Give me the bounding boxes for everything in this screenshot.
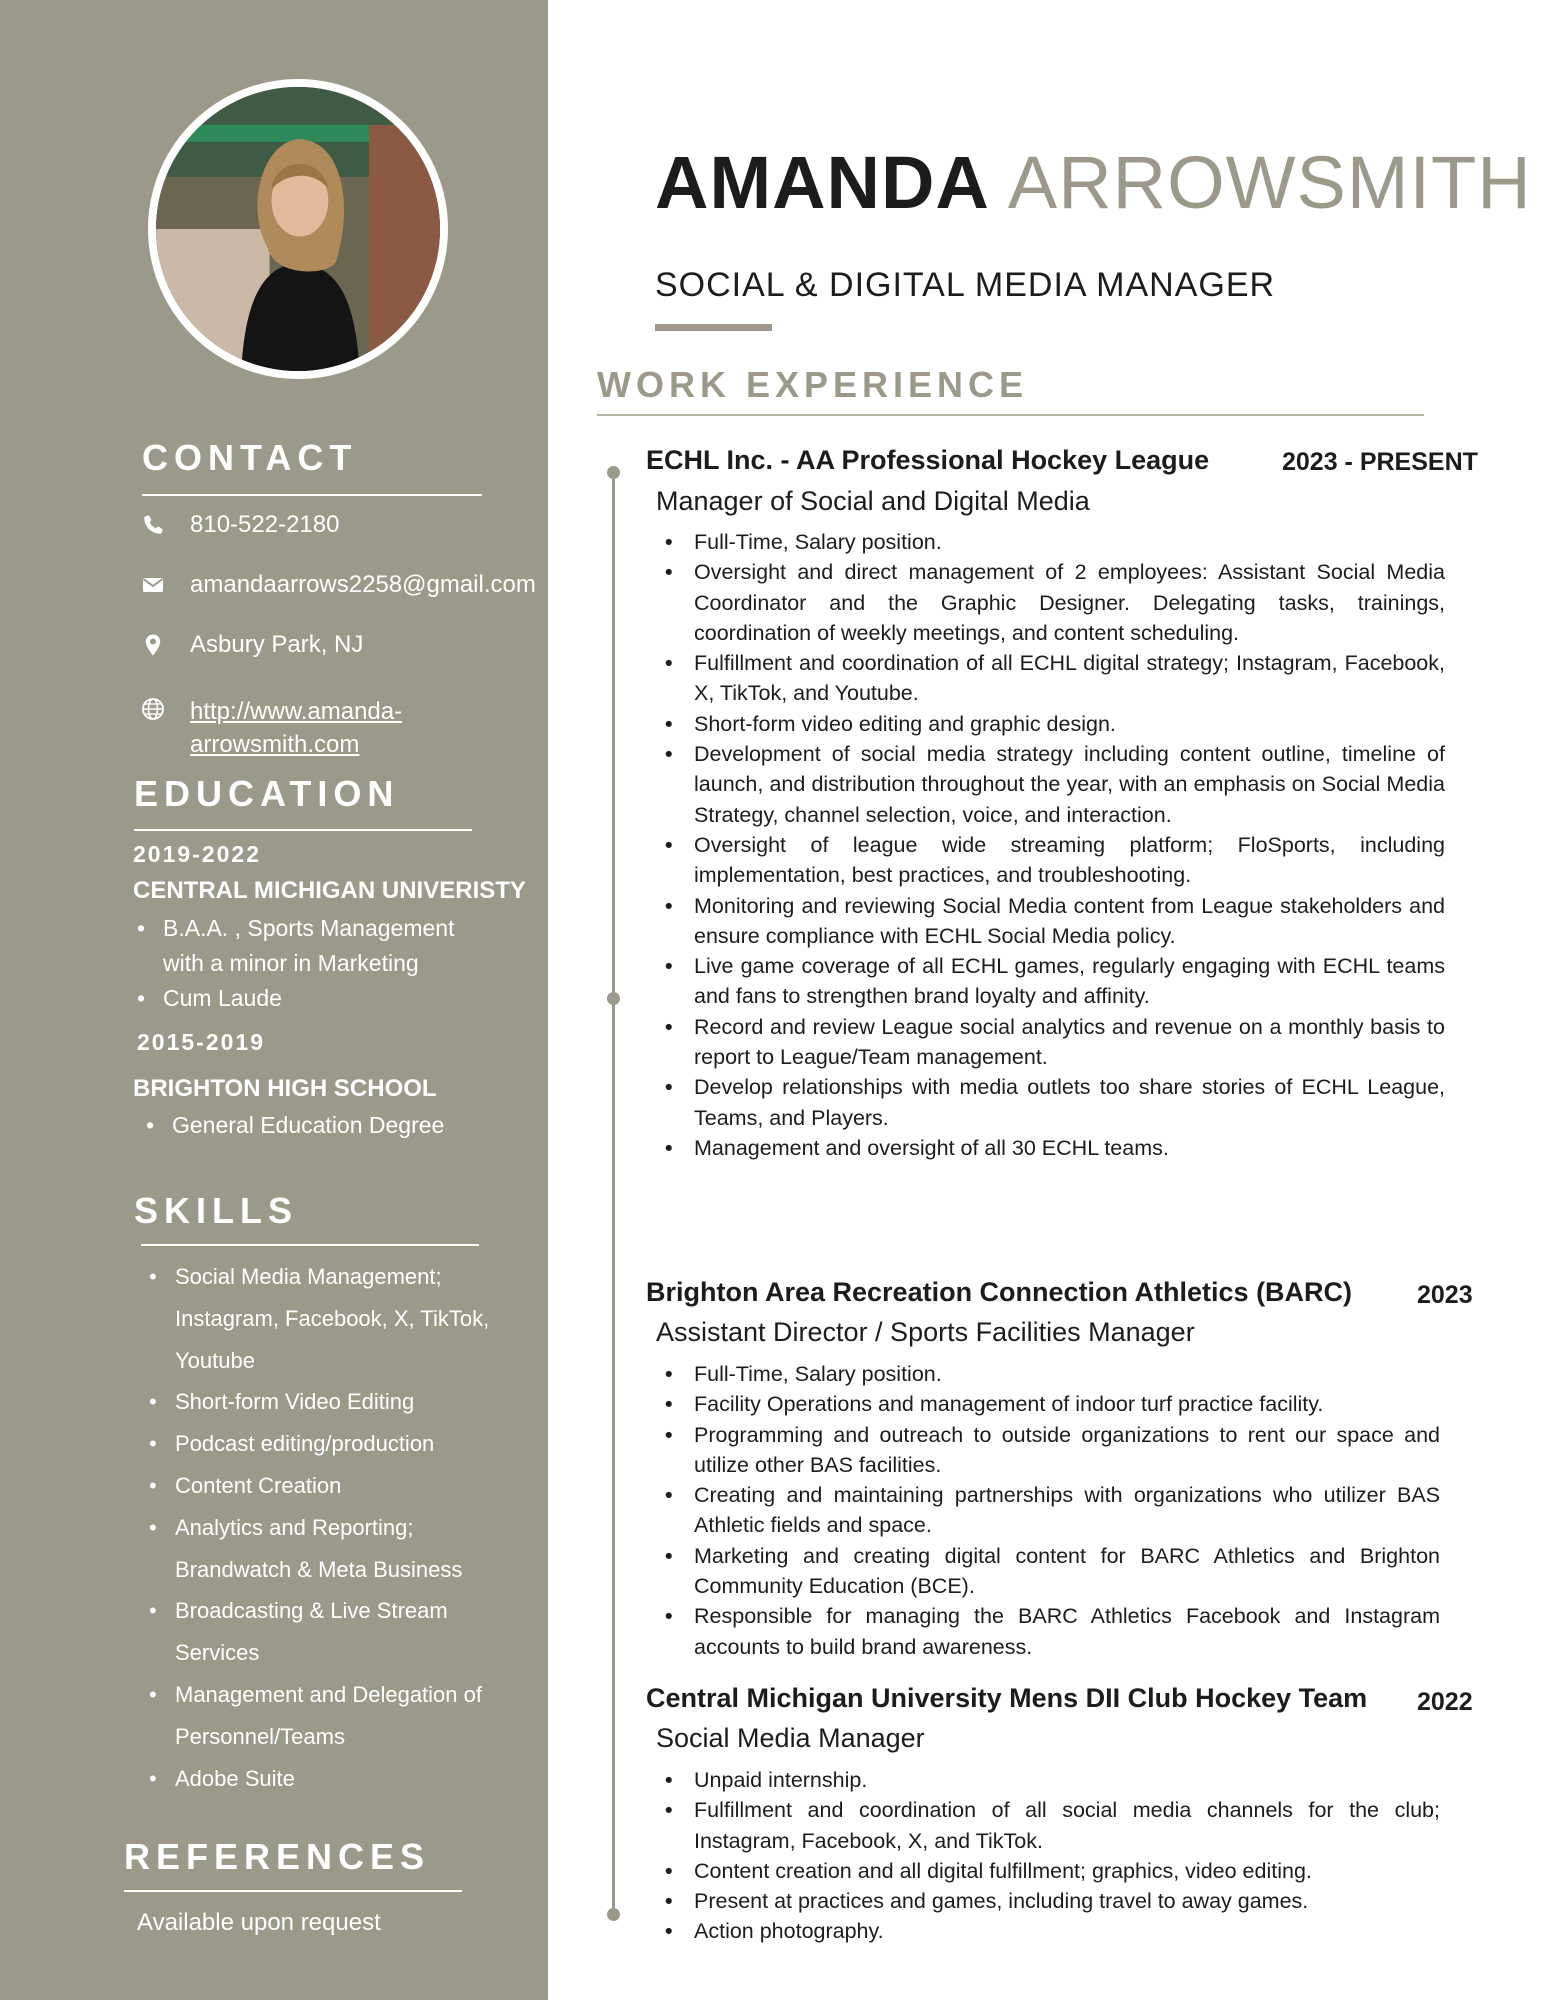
- contact-heading: CONTACT: [142, 437, 358, 478]
- skill-item: • Social Media Management; Instagram, Facebook, X, TikTok, Youtube: [145, 1256, 489, 1381]
- job-role: Manager of Social and Digital Media: [656, 486, 1090, 516]
- last-name: ARROWSMITH: [1007, 141, 1532, 224]
- education-heading: EDUCATION: [134, 773, 400, 814]
- job-bullet: • Full-Time, Salary position.: [665, 1359, 1440, 1389]
- education-item: • Cum Laude: [133, 981, 454, 1016]
- job-bullet: • Development of social media strategy including content outline, timeline of launch, and distribution throughout the year, with an emphasis on Social Media Strategy, channel selection, voice, and interaction.: [665, 739, 1445, 830]
- skills-list: [145, 1256, 489, 1799]
- location-pin-icon: [140, 632, 166, 658]
- job-bullet: • Programming and outreach to outside organizations to rent our space and utilize other BAS facilities.: [665, 1420, 1440, 1481]
- skill-item: • Adobe Suite: [145, 1758, 489, 1800]
- education-school: BRIGHTON HIGH SCHOOL: [133, 1075, 437, 1102]
- job-bullets: [665, 527, 1445, 1163]
- job-bullet: • Live game coverage of all ECHL games, regularly engaging with ECHL teams and fans to strengthen brand loyalty and affinity.: [665, 951, 1445, 1012]
- contact-website-link[interactable]: [190, 695, 430, 761]
- skill-item: • Podcast editing/production: [145, 1423, 489, 1465]
- timeline-line: [612, 472, 615, 1914]
- globe-icon: [140, 696, 166, 722]
- job-company: ECHL Inc. - AA Professional Hockey League: [646, 445, 1210, 475]
- job-bullet: • Facility Operations and management of indoor turf practice facility.: [665, 1389, 1440, 1419]
- full-name: [655, 141, 1532, 224]
- job-bullet: • Action photography.: [665, 1916, 1440, 1946]
- phone-icon: [140, 512, 166, 538]
- work-experience-heading: WORK EXPERIENCE: [597, 364, 1029, 405]
- skills-divider: [141, 1244, 479, 1246]
- profile-photo: [148, 79, 448, 379]
- contact-divider: [142, 494, 482, 496]
- contact-location-row: [140, 631, 363, 659]
- contact-email[interactable]: amandaarrows2258@gmail.com: [190, 571, 536, 598]
- contact-website-row: [140, 695, 430, 761]
- job-bullet: • Oversight of league wide streaming platform; FloSports, including implementation, best practices, and troubleshooting.: [665, 830, 1445, 891]
- sidebar: [0, 0, 548, 2000]
- timeline-dot: [607, 466, 620, 479]
- job-bullet: • Full-Time, Salary position.: [665, 527, 1445, 557]
- references-text: Available upon request: [137, 1909, 381, 1936]
- education-divider: [134, 829, 472, 831]
- education-items: [142, 1108, 444, 1143]
- job-role: Social Media Manager: [656, 1723, 925, 1753]
- contact-website-line2: arrowsmith.com: [190, 731, 360, 758]
- job-company: Central Michigan University Mens DII Club Hockey Team: [646, 1683, 1368, 1713]
- contact-location: Asbury Park, NJ: [190, 631, 364, 658]
- references-heading: REFERENCES: [124, 1836, 431, 1877]
- job-bullet: • Management and oversight of all 30 ECHL teams.: [665, 1133, 1445, 1163]
- education-school: CENTRAL MICHIGAN UNIVERISTY: [133, 877, 526, 904]
- job-bullet: • Fulfillment and coordination of all social media channels for the club; Instagram, Facebook, X, and TikTok.: [665, 1795, 1440, 1856]
- job-bullet: • Responsible for managing the BARC Athletics Facebook and Instagram accounts to build brand awareness.: [665, 1601, 1440, 1662]
- contact-website-line1: http://www.amanda-: [190, 698, 403, 725]
- contact-email-row: [140, 571, 536, 599]
- job-bullets: [665, 1765, 1440, 1947]
- education-item: • B.A.A. , Sports Management with a minor in Marketing: [133, 911, 454, 981]
- skill-item: • Content Creation: [145, 1465, 489, 1507]
- skill-item: • Management and Delegation of Personnel/Teams: [145, 1674, 489, 1758]
- job-bullet: • Monitoring and reviewing Social Media content from League stakeholders and ensure compliance with ECHL Social Media policy.: [665, 891, 1445, 952]
- skill-item: • Short-form Video Editing: [145, 1381, 489, 1423]
- timeline-dot: [607, 1908, 620, 1921]
- job-bullet: • Short-form video editing and graphic design.: [665, 709, 1445, 739]
- work-experience-divider: [597, 414, 1424, 416]
- skill-item: • Analytics and Reporting; Brandwatch & Meta Business: [145, 1507, 489, 1591]
- contact-phone-row: [140, 511, 339, 539]
- education-items: [133, 911, 454, 1016]
- job-years: 2022: [1417, 1688, 1473, 1716]
- job-years: 2023 - PRESENT: [1282, 448, 1478, 476]
- job-bullet: • Present at practices and games, including travel to away games.: [665, 1886, 1440, 1916]
- job-bullet: • Marketing and creating digital content for BARC Athletics and Brighton Community Education (BCE).: [665, 1541, 1440, 1602]
- job-bullet: • Fulfillment and coordination of all ECHL digital strategy; Instagram, Facebook, X, TikTok, and Youtube.: [665, 648, 1445, 709]
- job-company: Brighton Area Recreation Connection Athletics (BARC): [646, 1277, 1353, 1307]
- title-accent-bar: [655, 324, 772, 331]
- first-name: AMANDA: [655, 141, 990, 224]
- job-years: 2023: [1417, 1281, 1473, 1309]
- education-years: 2019-2022: [133, 841, 261, 867]
- timeline-dot: [607, 992, 620, 1005]
- job-role: Assistant Director / Sports Facilities Manager: [656, 1317, 1195, 1347]
- references-divider: [124, 1890, 462, 1892]
- profile-photo-image: [156, 87, 440, 371]
- education-years: 2015-2019: [137, 1029, 265, 1055]
- job-bullet: • Unpaid internship.: [665, 1765, 1440, 1795]
- contact-phone[interactable]: 810-522-2180: [190, 511, 340, 538]
- email-icon: [140, 572, 166, 598]
- job-title: SOCIAL & DIGITAL MEDIA MANAGER: [655, 266, 1276, 304]
- job-bullet: • Creating and maintaining partnerships with organizations who utilizer BAS Athletic fields and space.: [665, 1480, 1440, 1541]
- skills-heading: SKILLS: [134, 1190, 299, 1231]
- skill-item: • Broadcasting & Live Stream Services: [145, 1590, 489, 1674]
- job-bullet: • Oversight and direct management of 2 employees: Assistant Social Media Coordinator and the Graphic Designer. Delegating tasks, trainings, coordination of weekly meetings, and content scheduling.: [665, 557, 1445, 648]
- education-item: • General Education Degree: [142, 1108, 444, 1143]
- job-bullet: • Develop relationships with media outlets too share stories of ECHL League, Teams, and Players.: [665, 1072, 1445, 1133]
- job-bullet: • Record and review League social analytics and revenue on a monthly basis to report to League/Team management.: [665, 1012, 1445, 1073]
- job-bullet: • Content creation and all digital fulfillment; graphics, video editing.: [665, 1856, 1440, 1886]
- job-bullets: [665, 1359, 1440, 1662]
